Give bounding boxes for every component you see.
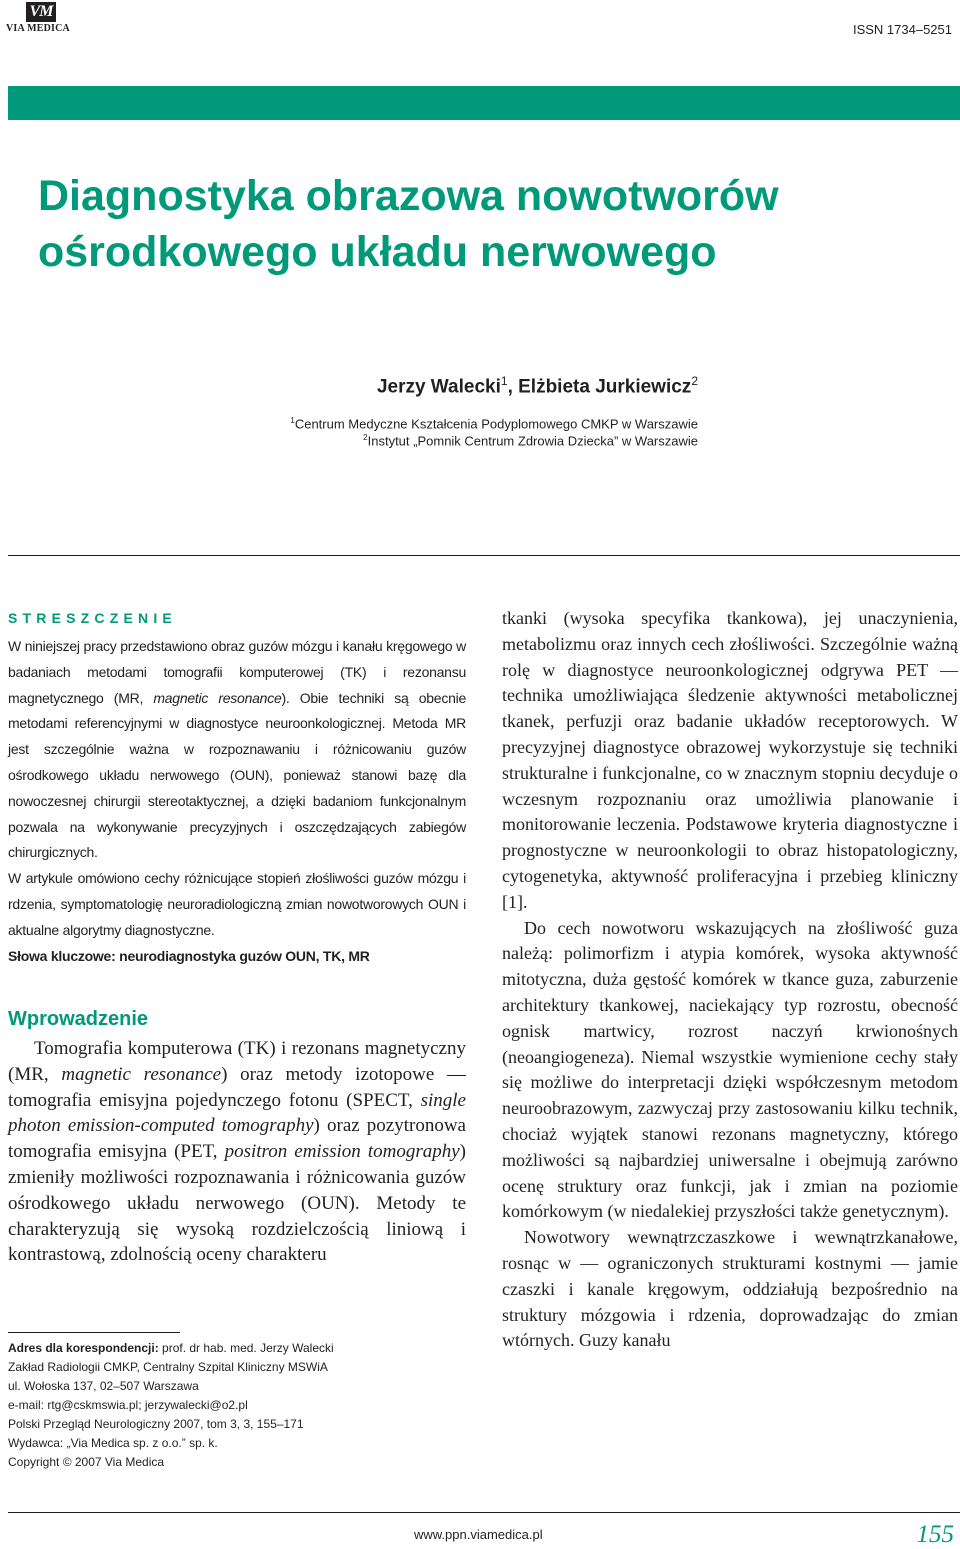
page-number: 155 (916, 1521, 954, 1548)
intro-text: ) oraz metody izotopowe — tomografia emisyjna pojedynczego fotonu (SPECT, (8, 1063, 467, 1111)
affiliation-1-text: Centrum Medyczne Kształcenia Podyplomowego CMKP w Warszawie (294, 416, 698, 432)
publisher-logo (6, 2, 80, 34)
logo-mark: VM (26, 2, 56, 22)
affiliation-2-mark: 2 (363, 433, 368, 442)
header-color-bar (8, 86, 960, 120)
abstract-paragraph-2: W artykule omówiono cechy różnicujące stopień złośliwości guzów mózgu i rdzenia, symptomatologię neuroradiologiczną zmian nowotworowych OUN i aktualne algorytmy diagnostyczne. (8, 870, 466, 938)
intro-paragraph (8, 1036, 466, 1268)
footnote-line (8, 1339, 478, 1358)
body-paragraph: Nowotwory wewnątrzczaszkowe i wewnątrzkanałowe, rosnąc w — ograniczonych strukturami kostnymi — jamie czaszki i kanale kręgowym, oddziałują bezpośrednio na struktury mózgowia i rdzenia, doprowadzając do zmian wtórnych. Guzy kanału (502, 1227, 958, 1351)
intro-emphasis: magnetic resonance (61, 1063, 222, 1085)
footnote-line: ul. Wołoska 137, 02–507 Warszawa (8, 1379, 199, 1393)
journal-url[interactable]: www.ppn.viamedica.pl (414, 1527, 543, 1542)
section-heading: Wprowadzenie (8, 1008, 149, 1030)
abstract-heading: STRESZCZENIE (8, 610, 177, 626)
intro-emphasis: single photon emission-computed tomography (8, 1089, 466, 1137)
author-2-affiliation-mark: 2 (691, 374, 698, 388)
footnote-rule (8, 1332, 180, 1333)
affiliation-2 (363, 433, 698, 448)
abstract-text: ). Obie techniki są obecnie metodami referencyjnymi w diagnostyce neuroonkologicznej. Metoda MR jest szczególnie ważna w rozpoznawaniu i różnicowaniu guzów ośrodkowego układu nerwowego (OUN), ponieważ stanowi bazę dla nowoczesnej chirurgii stereotaktycznej, a dzięki badaniom funkcjonalnym pozwala na wykonywanie precyzyjnych i oszczędzających zabiegów chirurgicznych. (8, 689, 467, 861)
intro-text: ) zmieniły możliwości rozpoznawania i różnicowania guzów ośrodkowego układu nerwowego (OUN). Metody te charakteryzują się wysoką rozdzielczością liniową i kontrastową, zdolnością oceny charakteru (8, 1141, 466, 1266)
abstract-paragraph-1 (8, 634, 466, 866)
body-paragraph: tkanki (wysoka specyfika tkankowa), jej unaczynienia, metabolizmu oraz innych cech złośliwości. Szczególnie ważną rolę w diagnostyce neuroonkologicznej odgrywa PET — technika umożliwiająca śledzenie aktywności metabolicznej tkanek, perfuzji oraz badanie układów receptorowych. W precyzyjnej diagnostyce obrazowej wykorzystuje się techniki strukturalne i funkcjonalne, co w znacznym stopniu decyduje o wczesnym rozpoznaniu oraz umożliwia planowanie i monitorowanie leczenia. Podstawowe kryteria diagnostyczne i prognostyczne w neuroonkologii to obraz histopatologiczny, cytogenetyka, aktywność proliferacyjna i przebieg kliniczny [1]. (502, 608, 958, 912)
correspondence-footnote (8, 1339, 478, 1472)
affiliation-1-mark: 1 (290, 416, 295, 425)
affiliation-1 (290, 416, 698, 431)
logo-text: VIA MEDICA (6, 23, 70, 34)
author-separator: , (507, 376, 519, 398)
footnote-line: e-mail: rtg@cskmswia.pl; jerzywalecki@o2.pl (8, 1398, 248, 1412)
footnote-label: Adres dla korespondencji: (8, 1341, 159, 1355)
intro-text: Tomografia komputerowa (TK) i rezonans magnetyczny (MR, (8, 1038, 466, 1085)
abstract-body (8, 634, 466, 969)
footnote-text: prof. dr hab. med. Jerzy Walecki (158, 1341, 334, 1355)
intro-emphasis: positron emission tomography (224, 1141, 460, 1163)
abstract-text: W niniejszej pracy przedstawiono obraz guzów mózgu i kanału kręgowego w badaniach metodami tomografii komputerowej (TK) i rezonansu magnetycznego (MR, (8, 638, 466, 706)
footnote-line: Zakład Radiologii CMKP, Centralny Szpital Kliniczny MSWiA (8, 1360, 328, 1374)
right-column (502, 606, 958, 1354)
author-2: Elżbieta Jurkiewicz (518, 376, 692, 398)
abstract-emphasis: magnetic resonance (153, 689, 282, 706)
section-divider (8, 555, 960, 556)
article-title: Diagnostyka obrazowa nowotworów ośrodkowego układu nerwowego (38, 172, 779, 276)
footnote-line: Wydawca: „Via Medica sp. z o.o.” sp. k. (8, 1436, 218, 1450)
footnote-line: Copyright © 2007 Via Medica (8, 1455, 165, 1469)
keywords: Słowa kluczowe: neurodiagnostyka guzów OUN, TK, MR (8, 947, 370, 964)
issn: ISSN 1734–5251 (852, 22, 952, 37)
footnote-line: Polski Przegląd Neurologiczny 2007, tom 3, 3, 155–171 (8, 1417, 304, 1431)
authors (377, 374, 698, 398)
footer-rule (8, 1512, 960, 1513)
author-1: Jerzy Walecki (376, 376, 501, 398)
author-1-affiliation-mark: 1 (500, 374, 508, 388)
body-paragraph: Do cech nowotworu wskazujących na złośliwość guza należą: polimorfizm i atypia komórek, wysoka aktywność mitotyczna, duża gęstość komórek w tkance guza, zaburzenie architektury tkankowej, naciekający typ rozrostu, obecność ognisk martwicy, rozrost naczyń krwionośnych (neoangiogeneza). Niemal wszystkie wymienione cechy stały się możliwe do interpretacji dzięki współczesnym metodom neuroobrazowym, zazwyczaj przy zastosowaniu kilku technik, chociaż wyjątek stanowi rezonans magnetyczny, którego możliwości są najbardziej uniwersalne i obejmują zarówno ocenę struktury oraz funkcji, jak i zmian na poziomie komórkowym (w niedalekiej przyszłości także genetycznym). (502, 917, 958, 1222)
affiliation-2-text: Instytut „Pomnik Centrum Zdrowia Dziecka” w Warszawie (367, 433, 698, 449)
intro-text: ) oraz pozytronowa tomografia emisyjna (PET, (8, 1115, 466, 1163)
